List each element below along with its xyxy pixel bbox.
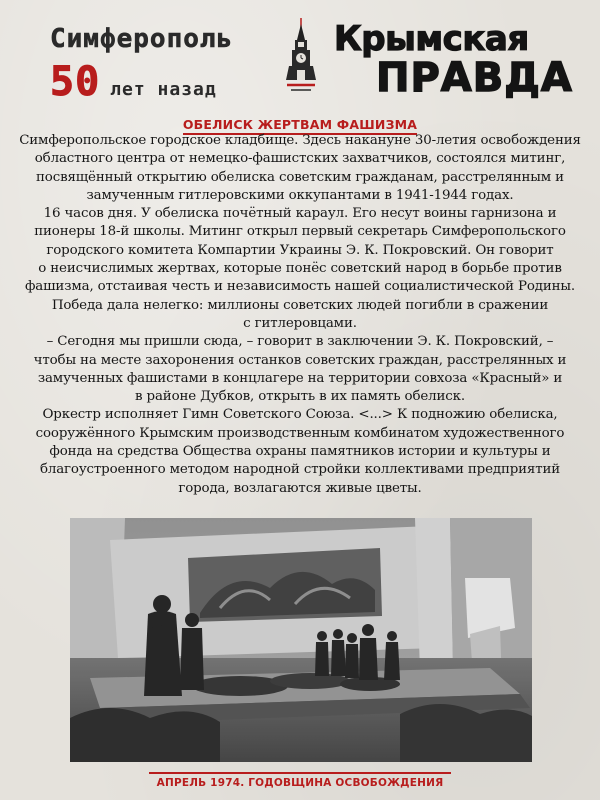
article-line: сооружённого Крымским производственным комбинатом художественного (35, 425, 565, 441)
article-line: – Сегодня мы пришли сюда, – говорит в заключении Э. К. Покровский, – (46, 334, 554, 350)
article-line: замученным гитлеровскими оккупантами в 1941-1944 годах. (86, 187, 514, 203)
article-line: с гитлеровцами. (243, 315, 357, 331)
article-line: в районе Дубков, открыть в их память обелиск. (135, 389, 465, 405)
article-line: городского комитета Компартии Украины Э. К. Покровский. Он говорит (46, 242, 554, 258)
article-line: благоустроенного методом народной стройки коллективами предприятий (39, 462, 561, 478)
masthead (0, 0, 600, 110)
article-line: Победа дала нелегко: миллионы советских людей погибли в сражении (51, 297, 549, 313)
rubric-years-number: 50 (50, 59, 101, 105)
photo-caption: АПРЕЛЬ 1974. ГОДОВЩИНА ОСВОБОЖДЕНИЯ (149, 772, 452, 789)
article-line: чтобы на месте захоронения останков советских граждан, расстрелянных и (33, 352, 567, 368)
article-line: фашизма, отстаивая честь и независимость нашей социалистической Родины. (24, 279, 576, 295)
rubric-block (50, 24, 270, 105)
newspaper-title-line1: Крымская (334, 19, 529, 59)
article-line: Оркестр исполняет Гимн Советского Союза. <...> К подножию обелиска, (42, 407, 558, 423)
rubric-years-row (50, 59, 270, 105)
newspaper-title (334, 19, 574, 101)
article-line: пионеры 18-й школы. Митинг открыл первый секретарь Симферопольского (34, 224, 566, 240)
article-line: посвящённый открытию обелиска советским гражданам, расстрелянным и (36, 169, 564, 185)
article-line: Симферопольское городское кладбище. Здесь накануне 30-летия освобождения (19, 133, 581, 148)
photo-caption-wrap (0, 771, 600, 790)
article-title: ОБЕЛИСК ЖЕРТВАМ ФАШИЗМА (183, 117, 417, 135)
article-body (8, 132, 592, 498)
article-line: города, возлагаются живые цветы. (178, 480, 422, 496)
article-line: о неисчислимых жертвах, которые понёс советский народ в борьбе против (38, 261, 562, 277)
article-line: областного центра от немецко-фашистских захватчиков, состоялся митинг, (34, 151, 566, 167)
rubric-years-text: лет назад (110, 79, 217, 100)
tower-emblem-icon (283, 18, 319, 98)
article-line: замученных фашистами в концлагере на территории совхоза «Красный» и (37, 370, 563, 386)
archival-photo (70, 518, 532, 762)
rubric-city: Симферополь (50, 24, 234, 54)
newspaper-title-line2: ПРАВДА (376, 55, 573, 101)
article-line: 16 часов дня. У обелиска почётный караул. Его несут воины гарнизона и (43, 206, 557, 222)
article-line: фонда на средства Общества охраны памятников истории и культуры и (49, 444, 551, 460)
